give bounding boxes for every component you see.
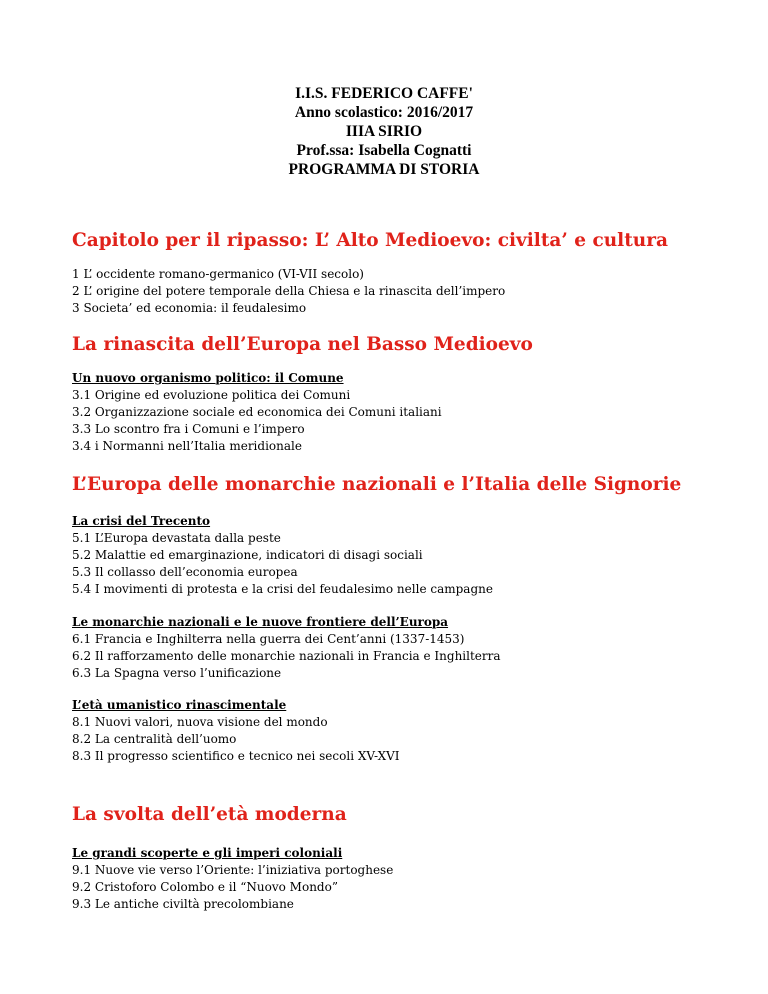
section-crisi-trecento	[72, 513, 712, 598]
list-item: 5.1 L’Europa devastata dalla peste	[72, 531, 281, 545]
list-item: 8.1 Nuovi valori, nuova visione del mondo	[72, 715, 328, 729]
list-item: 3 Societa’ ed economia: il feudalesimo	[72, 301, 307, 315]
class-name: IIIA SIRIO	[345, 123, 423, 140]
list-item: 5.2 Malattie ed emarginazione, indicatori di disagi sociali	[72, 548, 423, 562]
list-item: 6.3 La Spagna verso l’unificazione	[72, 666, 282, 680]
list-item: 3.3 Lo scontro fra i Comuni e l’impero	[72, 422, 305, 436]
teacher-name: Prof.ssa: Isabella Cognatti	[296, 142, 472, 159]
list-item: 8.2 La centralità dell’uomo	[72, 732, 237, 746]
list-item: 5.3 Il collasso dell’economia europea	[72, 565, 298, 579]
list-item: 6.2 Il rafforzamento delle monarchie nazionali in Francia e Inghilterra	[72, 649, 501, 663]
list-item: 1 L’ occidente romano-germanico (VI-VII secolo)	[72, 267, 364, 281]
list-item: 2 L’ origine del potere temporale della Chiesa e la rinascita dell’impero	[72, 284, 506, 298]
subsection-heading: L’età umanistico rinascimentale	[72, 698, 287, 712]
list-item: 8.3 Il progresso scientifico e tecnico nei secoli XV-XVI	[72, 749, 400, 763]
subsection-heading: Le monarchie nazionali e le nuove frontiere dell’Europa	[72, 615, 449, 629]
list-item: 9.1 Nuove vie verso l’Oriente: l’iniziativa portoghese	[72, 863, 394, 877]
list-item: 6.1 Francia e Inghilterra nella guerra dei Cent’anni (1337-1453)	[72, 632, 465, 646]
section-basso-medioevo-list	[72, 370, 712, 455]
section-monarchie-nazionali	[72, 614, 712, 682]
school-year: Anno scolastico: 2016/2017	[294, 104, 474, 121]
list-item: 9.2 Cristoforo Colombo e il “Nuovo Mondo”	[72, 880, 338, 894]
list-item: 3.4 i Normanni nell’Italia meridionale	[72, 439, 302, 453]
school-name: I.I.S. FEDERICO CAFFE'	[295, 85, 473, 102]
section-alto-medioevo-list	[72, 266, 712, 317]
list-item: 3.1 Origine ed evoluzione politica dei Comuni	[72, 388, 351, 402]
section-grandi-scoperte	[72, 845, 712, 913]
subsection-heading: Un nuovo organismo politico: il Comune	[72, 371, 344, 385]
section-title-eta-moderna: La svolta dell’età moderna	[72, 804, 347, 825]
section-title-basso-medioevo: La rinascita dell’Europa nel Basso Medioevo	[72, 334, 533, 355]
list-item: 9.3 Le antiche civiltà precolombiane	[72, 897, 294, 911]
subsection-heading: Le grandi scoperte e gli imperi coloniali	[72, 846, 343, 860]
section-title-monarchie: L’Europa delle monarchie nazionali e l’Italia delle Signorie	[72, 474, 682, 495]
subsection-heading: La crisi del Trecento	[72, 514, 211, 528]
section-eta-umanistica	[72, 697, 712, 765]
program-title: PROGRAMMA DI STORIA	[288, 161, 480, 178]
list-item: 5.4 I movimenti di protesta e la crisi del feudalesimo nelle campagne	[72, 582, 493, 596]
section-title-alto-medioevo: Capitolo per il ripasso: L’ Alto Medioevo: civilta’ e cultura	[72, 230, 668, 251]
document-header	[0, 84, 768, 179]
list-item: 3.2 Organizzazione sociale ed economica dei Comuni italiani	[72, 405, 442, 419]
